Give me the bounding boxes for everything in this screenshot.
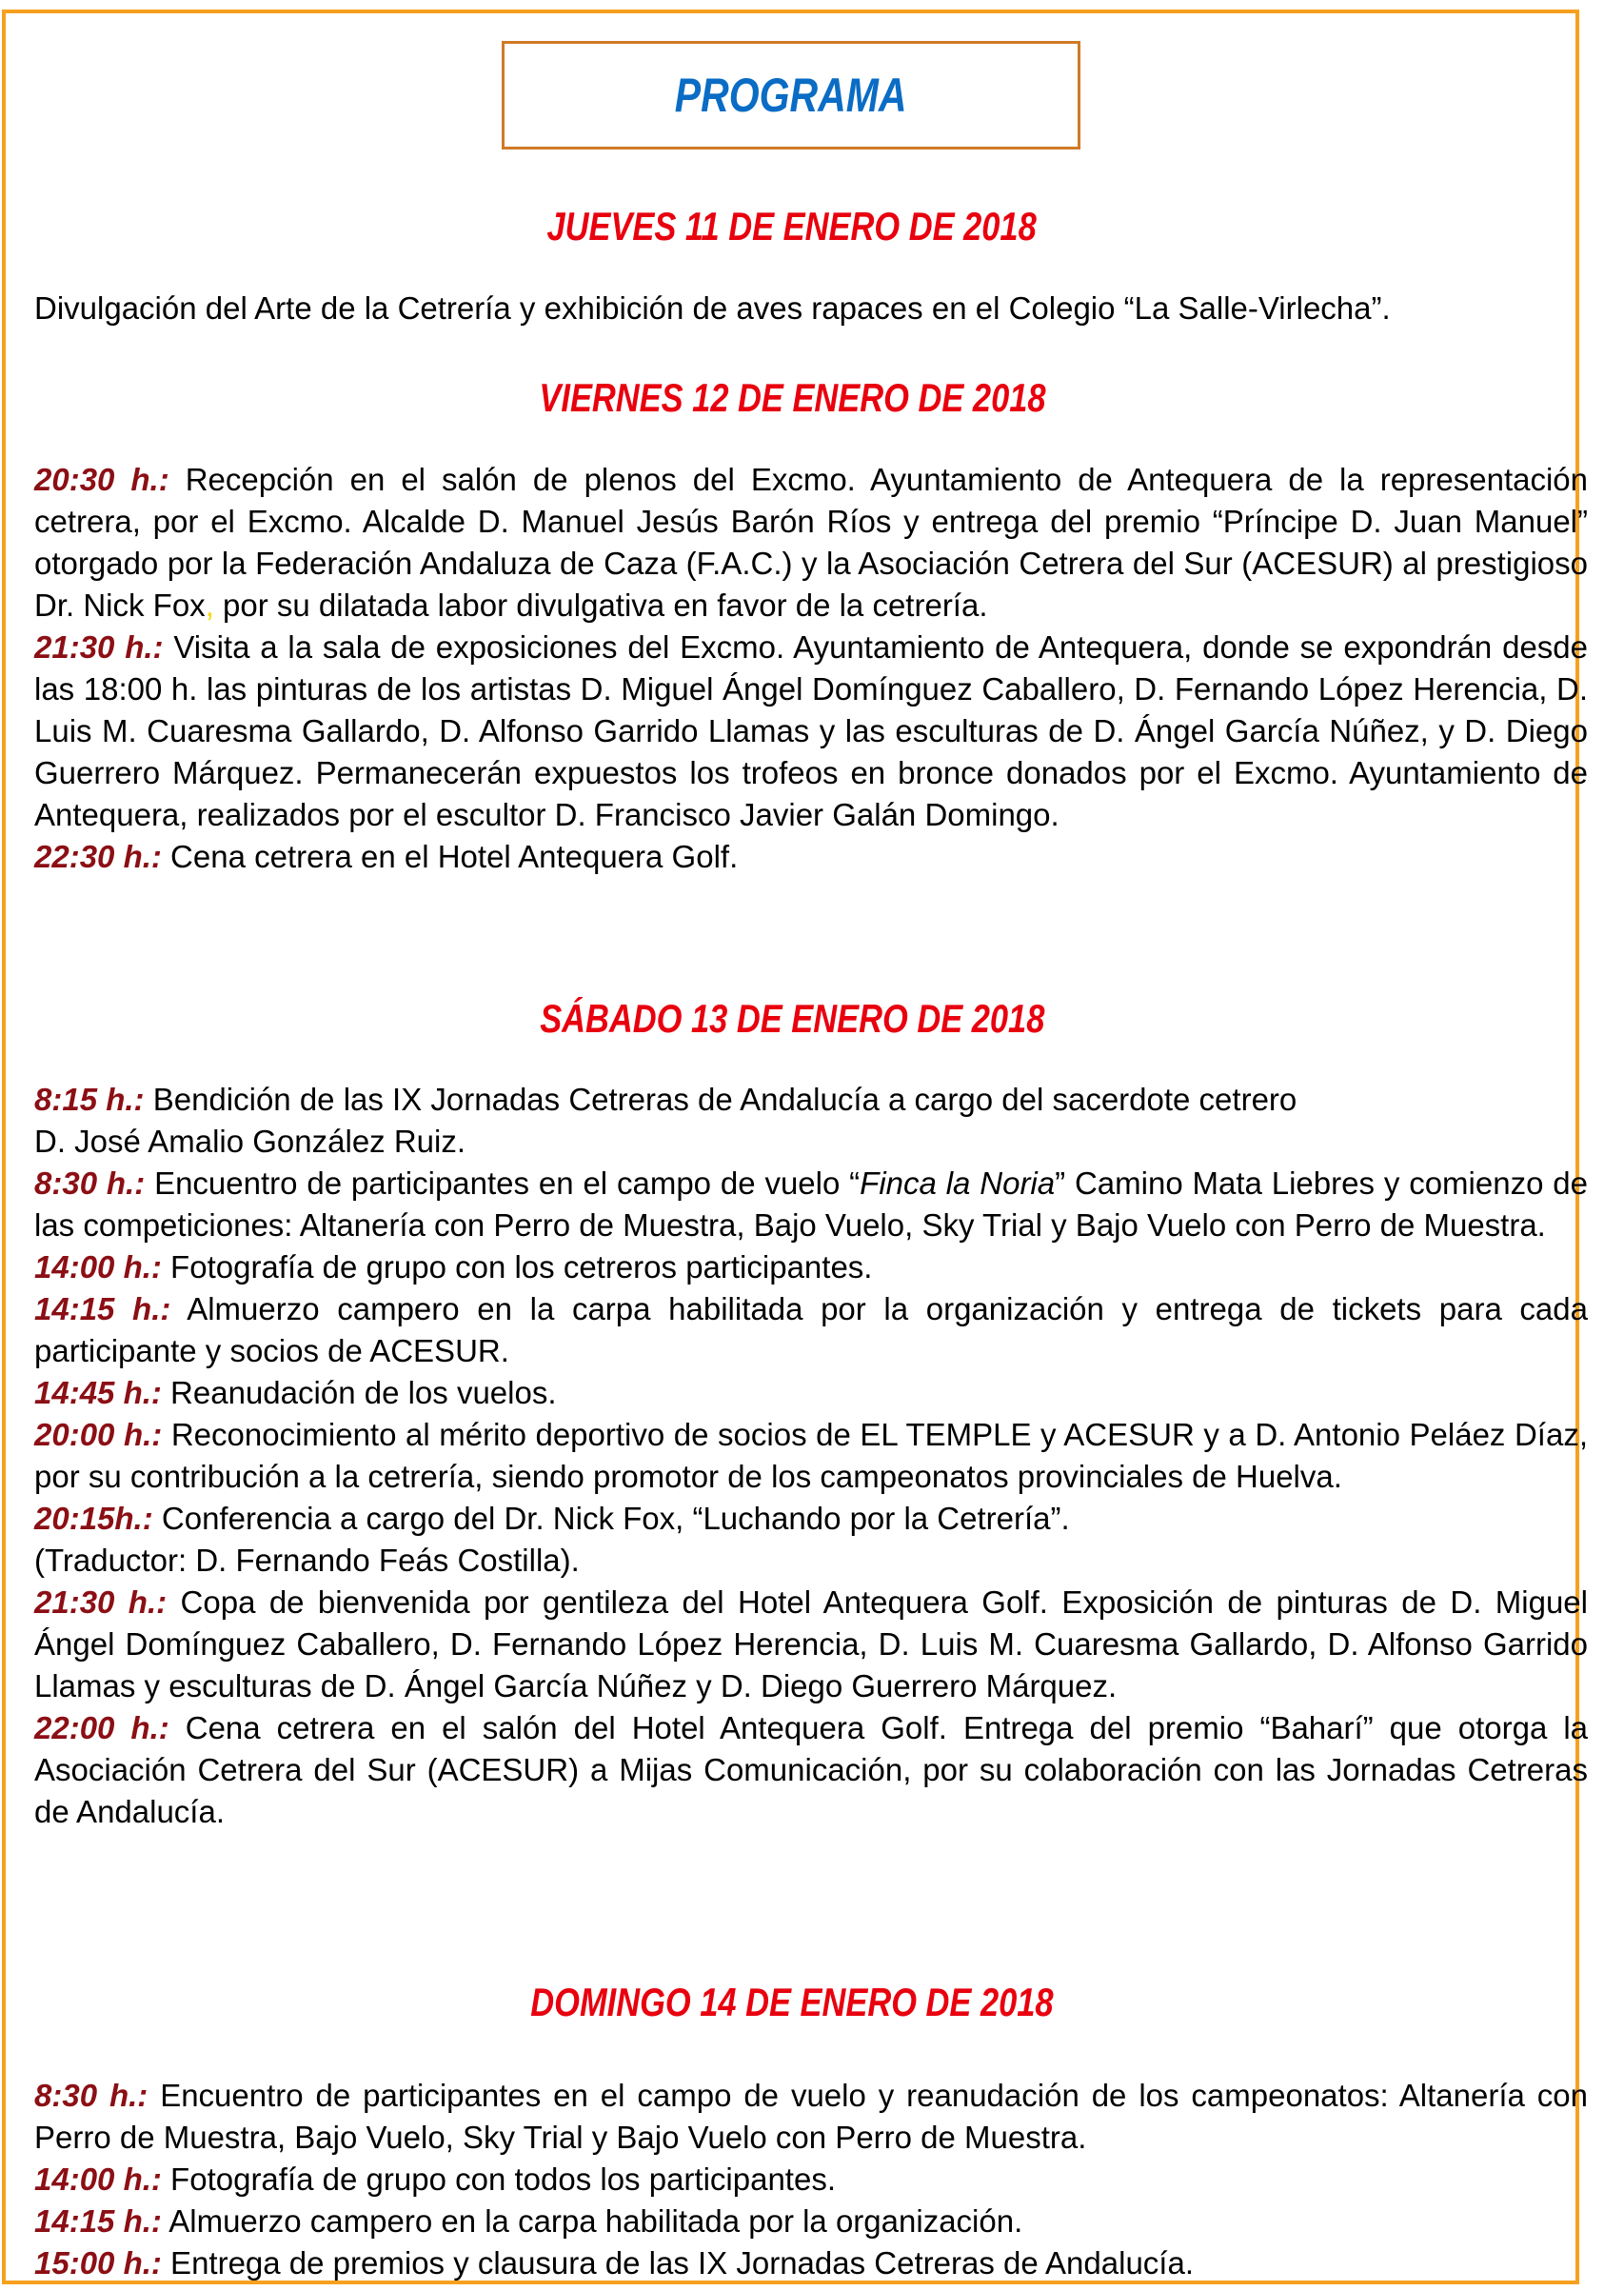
entry-time: 21:30 h.:	[34, 1584, 168, 1620]
page-title: PROGRAMA	[675, 69, 907, 122]
entry-text: Cena cetrera en el salón del Hotel Antequera Golf. Entrega del premio “Baharí” que otorga la Asociación Cetrera del Sur (ACESUR) a Mijas Comunicación, por su colaboración con las Jornadas Cetreras de Andalucía.	[34, 1710, 1589, 1829]
entry-text: Conferencia a cargo del Dr. Nick Fox, “Luchando por la Cetrería”.	[152, 1501, 1070, 1536]
entry-italic-text: Finca la Noria	[860, 1165, 1056, 1201]
title-box	[502, 41, 1080, 149]
schedule-entry	[34, 2159, 1588, 2201]
schedule-entry	[34, 1163, 1588, 1246]
schedule-entry	[34, 459, 1588, 627]
entry-time: 20:15h.:	[34, 1501, 153, 1536]
entry-text: Reanudación de los vuelos.	[161, 1375, 557, 1410]
schedule-entry	[34, 836, 1588, 878]
day-heading-text: DOMINGO 14 DE ENERO DE 2018	[530, 1980, 1054, 2024]
entry-text: Bendición de las IX Jornadas Cetreras de Andalucía a cargo del sacerdote cetrero	[144, 1082, 1297, 1117]
entry-text: Encuentro de participantes en el campo de vuelo y reanudación de los campeonatos: Altanería con Perro de Muestra, Bajo Vuelo, Sky Trial y Bajo Vuelo con Perro de Muestra.	[34, 2078, 1588, 2155]
entry-text: Reconocimiento al mérito deportivo de socios de EL TEMPLE y ACESUR y a D. Antonio Peláez Díaz, por su contribución a la cetrería, siendo promotor de los campeonatos provinciales de Huelva.	[34, 1417, 1588, 1494]
entry-time: 22:00 h.:	[34, 1710, 169, 1745]
friday-section	[34, 459, 1588, 878]
entry-text: (Traductor: D. Fernando Feás Costilla).	[34, 1543, 580, 1578]
saturday-section	[34, 1079, 1588, 1833]
entry-time: 8:30 h.:	[34, 1165, 146, 1201]
entry-time: 22:30 h.:	[34, 839, 162, 874]
entry-time: 8:30 h.:	[34, 2078, 149, 2113]
schedule-entry	[34, 1372, 1588, 1414]
entry-text: Recepción en el salón de plenos del Excmo. Ayuntamiento de Antequera de la representación cetrera, por el Excmo. Alcalde D. Manuel Jesús Barón Ríos y entrega del premio “Príncipe D. Juan Manuel” otorgado por la Federación Andaluza de Caza (F.A.C.) y la Asociación Cetrera del Sur (ACESUR) al prestigioso Dr. Nick Fox	[34, 462, 1589, 623]
day-heading-friday	[0, 374, 1584, 422]
entry-comma: ,	[205, 588, 214, 623]
entry-time: 14:00 h.:	[34, 2162, 162, 2197]
schedule-entry	[34, 2242, 1588, 2284]
entry-text: Fotografía de grupo con todos los participantes.	[161, 2162, 836, 2197]
entry-time: 14:00 h.:	[34, 1249, 162, 1285]
schedule-entry	[34, 1079, 1588, 1163]
schedule-entry	[34, 2201, 1588, 2242]
day-heading-saturday	[0, 995, 1584, 1043]
day-heading-sunday	[0, 1979, 1584, 2026]
schedule-entry	[34, 1246, 1588, 1288]
schedule-entry	[34, 1498, 1588, 1582]
entry-text: ” Camino Mata Liebres y comienzo de las competiciones: Altanería con Perro de Muestra, Bajo Vuelo, Sky Trial y Bajo Vuelo con Perro de Muestra.	[34, 1165, 1588, 1243]
thursday-intro: Divulgación del Arte de la Cetrería y exhibición de aves rapaces en el Colegio “La Salle-Virlecha”.	[34, 290, 1391, 326]
entry-time: 14:15 h.:	[34, 1291, 171, 1326]
entry-text: Encuentro de participantes en el campo de vuelo “	[145, 1165, 861, 1201]
entry-text: Almuerzo campero en la carpa habilitada por la organización y entrega de tickets para cada participante y socios de ACESUR.	[34, 1291, 1588, 1368]
schedule-entry	[34, 2075, 1588, 2159]
day-heading-text: VIERNES 12 DE ENERO DE 2018	[538, 375, 1046, 420]
day-heading-text: SÁBADO 13 DE ENERO DE 2018	[539, 996, 1045, 1041]
entry-text: D. José Amalio González Ruiz.	[34, 1124, 466, 1159]
day-heading-thursday	[0, 203, 1584, 250]
thursday-section	[34, 288, 1588, 329]
entry-time: 8:15 h.:	[34, 1082, 145, 1117]
schedule-entry	[34, 627, 1588, 836]
entry-text: Copa de bienvenida por gentileza del Hotel Antequera Golf. Exposición de pinturas de D. Miguel Ángel Domínguez Caballero, D. Fernando López Herencia, D. Luis M. Cuaresma Gallardo, D. Alfonso Garrido Llamas y esculturas de D. Ángel García Núñez y D. Diego Guerrero Márquez.	[34, 1584, 1588, 1703]
day-heading-text: JUEVES 11 DE ENERO DE 2018	[546, 204, 1038, 249]
entry-text: por su dilatada labor divulgativa en favor de la cetrería.	[213, 588, 988, 623]
entry-text: Almuerzo campero en la carpa habilitada por la organización.	[161, 2203, 1023, 2239]
schedule-entry	[34, 1707, 1588, 1833]
entry-text: Cena cetrera en el Hotel Antequera Golf.	[161, 839, 739, 874]
entry-time: 14:45 h.:	[34, 1375, 162, 1410]
entry-time: 21:30 h.:	[34, 629, 164, 665]
entry-text: Fotografía de grupo con los cetreros participantes.	[161, 1249, 873, 1285]
entry-text: Entrega de premios y clausura de las IX Jornadas Cetreras de Andalucía.	[161, 2245, 1194, 2281]
entry-time: 14:15 h.:	[34, 2203, 162, 2239]
sunday-section	[34, 2075, 1588, 2284]
entry-time: 15:00 h.:	[34, 2245, 162, 2281]
entry-time: 20:30 h.:	[34, 462, 169, 497]
entry-text: Visita a la sala de exposiciones del Excmo. Ayuntamiento de Antequera, donde se expondrán desde las 18:00 h. las pinturas de los artistas D. Miguel Ángel Domínguez Caballero, D. Fernando López Herencia, D. Luis M. Cuaresma Gallardo, D. Alfonso Garrido Llamas y las esculturas de D. Ángel García Núñez, y D. Diego Guerrero Márquez. Permanecerán expuestos los trofeos en bronce donados por el Excmo. Ayuntamiento de Antequera, realizados por el escultor D. Francisco Javier Galán Domingo.	[34, 629, 1589, 832]
entry-time: 20:00 h.:	[34, 1417, 163, 1452]
schedule-entry	[34, 1582, 1588, 1707]
schedule-entry	[34, 1414, 1588, 1498]
schedule-entry	[34, 1288, 1588, 1372]
